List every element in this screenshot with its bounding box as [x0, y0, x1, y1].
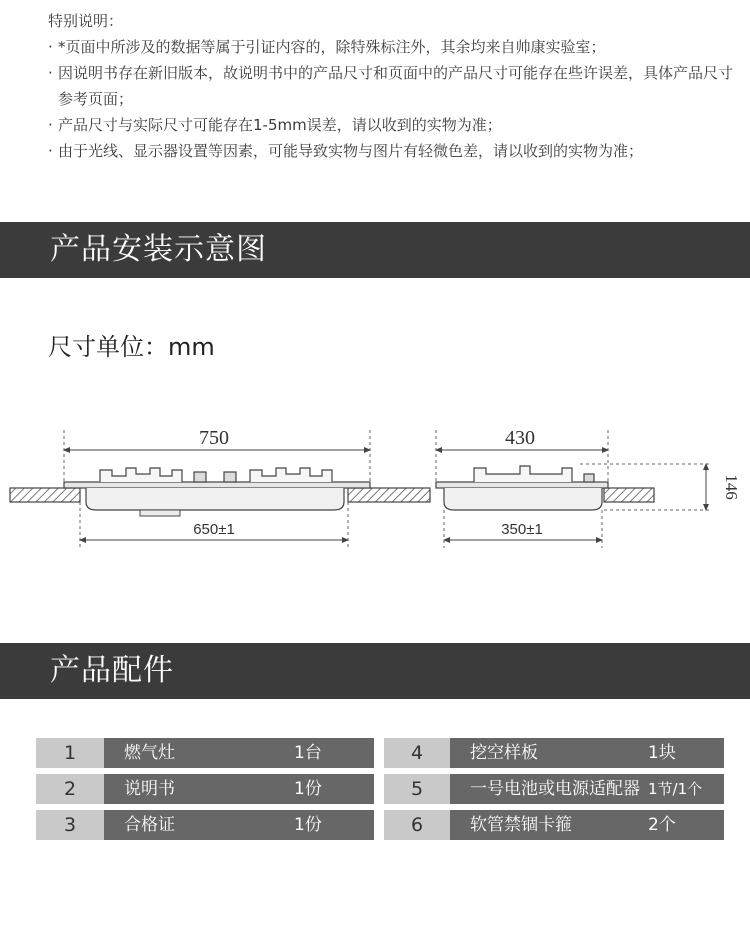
part-number: 2: [36, 774, 104, 804]
part-number: 4: [384, 738, 450, 768]
gas-inlet: [140, 510, 180, 516]
install-section-title: 产品安装示意图: [50, 232, 267, 267]
front-view: [10, 427, 430, 548]
part-number: 1: [36, 738, 104, 768]
installation-diagram: [0, 410, 750, 580]
part-name: 挖空样板: [450, 738, 648, 768]
part-qty: 2个: [648, 810, 724, 840]
unit-label: 尺寸单位：mm: [48, 333, 215, 361]
part-qty: 1节/1个: [648, 774, 724, 804]
note-item: · 由于光线、显示器设置等因素，可能导致实物与图片有轻微色差，请以收到的实物为准；: [48, 138, 738, 164]
part-name: 软管禁锢卡箍: [450, 810, 648, 840]
front-cutout-label: 650±1: [193, 521, 235, 538]
part-number: 6: [384, 810, 450, 840]
install-section-header: [0, 222, 750, 278]
knob-right: [224, 472, 236, 482]
countertop-right: [348, 488, 430, 502]
special-notes: [48, 8, 738, 164]
side-depth-label: 430: [505, 427, 535, 449]
part-qty: 1份: [294, 774, 374, 804]
part-name: 燃气灶: [104, 738, 294, 768]
part-qty: 1份: [294, 810, 374, 840]
side-body: [444, 488, 602, 510]
part-name: 一号电池或电源适配器: [450, 774, 648, 804]
parts-section-header: [0, 643, 750, 699]
part-number: 3: [36, 810, 104, 840]
part-name: 说明书: [104, 774, 294, 804]
note-item: · 因说明书存在新旧版本，故说明书中的产品尺寸和页面中的产品尺寸可能存在些许误差，具体产品尺寸参考页面；: [48, 60, 738, 112]
side-view: [436, 427, 741, 548]
countertop-left: [10, 488, 80, 502]
glass-top: [64, 482, 370, 488]
side-knob: [584, 474, 594, 482]
countertop-side: [604, 488, 654, 502]
pan-support-right: [250, 468, 332, 482]
part-qty: 1块: [648, 738, 724, 768]
note-item: · 产品尺寸与实际尺寸可能存在1-5mm误差，请以收到的实物为准；: [48, 112, 738, 138]
part-qty: 1台: [294, 738, 374, 768]
side-pan-support: [474, 466, 572, 482]
front-width-label: 750: [199, 427, 229, 449]
side-glass-top: [436, 482, 608, 488]
part-name: 合格证: [104, 810, 294, 840]
height-label: 146: [722, 474, 741, 500]
notes-title: 特别说明：: [48, 12, 124, 30]
note-item: · *页面中所涉及的数据等属于引证内容的，除特殊标注外，其余均来自帅康实验室；: [48, 34, 738, 60]
side-cutout-label: 350±1: [501, 521, 543, 538]
pan-support-left: [100, 468, 182, 482]
stove-body: [86, 488, 344, 510]
parts-section-title: 产品配件: [50, 653, 174, 688]
knob-left: [194, 472, 206, 482]
part-number: 5: [384, 774, 450, 804]
